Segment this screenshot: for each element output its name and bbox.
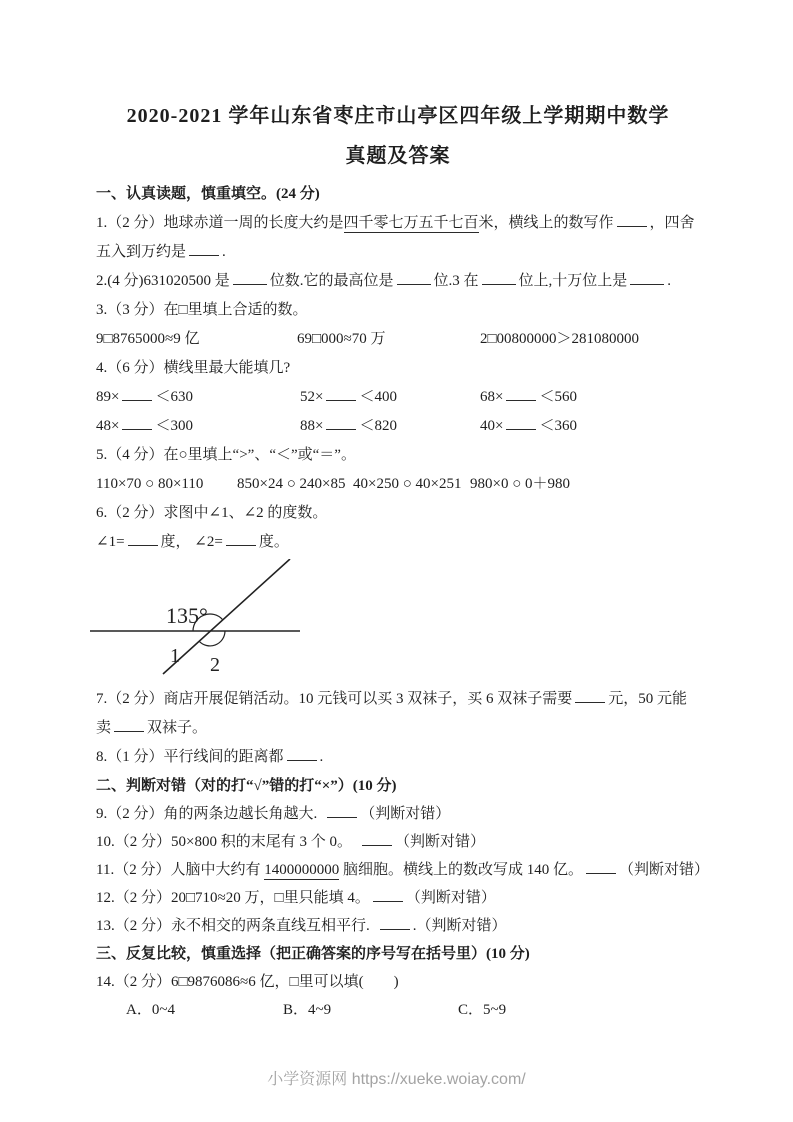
q12-text-a: 12.（2 分）20□710≈20 万，□里只能填 4。 [96,890,370,906]
q6-text-b: 度， ∠2= [160,534,223,550]
question-7-line-2 [96,714,700,743]
angle-1-label: 1 [170,645,180,667]
option-c: C．5~9 [458,1002,507,1018]
q1-text-d: 五入到万约是 [96,244,187,260]
q11-text-b: 脑细胞。横线上的数改写成 140 亿。 [339,862,583,878]
question-9 [96,800,700,828]
question-4-row-1 [96,383,700,412]
q4-post: ＜820 [359,418,397,434]
q4-post: ＜630 [155,389,193,405]
blank-line [326,415,356,430]
q4-expression [96,412,300,441]
q10-text-b: （判断对错） [394,834,485,850]
q4-expression [300,383,480,412]
q5-expression-2: 850×24 ○ 240×85 [237,476,346,492]
option-a: A．0~4 [126,1002,175,1018]
page-title-line-2: 真题及答案 [345,145,451,167]
section-1-heading: 一、认真读题，慎重填空。(24 分) [96,186,320,202]
blank-line [233,270,267,285]
q7-text-b: 元，50 元能 [608,691,688,707]
blank-line [482,270,516,285]
question-11 [96,856,709,884]
blank-line [122,415,152,430]
q1-text-c: ，四舍 [649,215,695,231]
blank-line [327,803,357,818]
q11-underlined-number: 1400000000 [264,862,340,878]
q4-expression [480,383,577,412]
blank-line [373,887,403,902]
angle-135-label: 135° [166,603,208,628]
blank-line [189,241,219,256]
question-2 [96,267,700,296]
question-14-options [96,996,700,1024]
q3-expression-1: 9□8765000≈9 亿 [96,331,200,347]
q9-text-a: 9.（2 分）角的两条边越长角越大. [96,806,318,822]
q4-pre: 88× [300,418,324,434]
question-1-line-1 [96,209,700,238]
q5-expression-4: 980×0 ○ 0＋980 [470,476,571,492]
question-3: 3.（3 分）在□里填上合适的数。 [96,302,308,318]
angle-figure-svg [90,559,305,684]
q4-pre: 52× [300,389,324,405]
q5-expression-3: 40×250 ○ 40×251 [353,476,462,492]
footer-watermark: 小学资源网 https://xueke.woiay.com/ [267,1071,526,1088]
blank-line [122,386,152,401]
q2-text-d: 位上,十万位上是 [518,273,628,289]
q13-text-a: 13.（2 分）永不相交的两条直线互相平行. [96,918,370,934]
blank-line [362,831,392,846]
blank-line [287,746,317,761]
question-5: 5.（4 分）在○里填上“>”、“＜”或“＝”。 [96,447,356,463]
blank-line [326,386,356,401]
q4-pre: 40× [480,418,504,434]
section-2-heading: 二、判断对错（对的打“√”错的打“×”）(10 分) [96,778,397,794]
q5-expression-1: 110×70 ○ 80×110 [96,476,204,492]
q4-pre: 48× [96,418,120,434]
q4-expression [480,412,577,441]
q7-text-d: 双袜子。 [147,720,208,736]
question-10 [96,828,700,856]
blank-line [397,270,431,285]
q3-expression-2: 69□000≈70 万 [297,331,386,347]
blank-line [617,212,647,227]
q4-post: ＜400 [359,389,397,405]
q4-pre: 89× [96,389,120,405]
q11-text-a: 11.（2 分）人脑中大约有 [96,862,265,878]
q12-text-b: （判断对错） [405,890,496,906]
question-13 [96,912,700,940]
blank-line [114,717,144,732]
q3-expression-3: 2□00800000＞281080000 [480,331,640,347]
q2-text-c: 位.3 在 [433,273,479,289]
angle-2-label: 2 [210,654,220,676]
blank-line [630,270,664,285]
q2-text-b: 位数.它的最高位是 [269,273,394,289]
blank-line [506,415,536,430]
q7-text-a: 7.（2 分）商店开展促销活动。10 元钱可以买 3 双袜子，买 6 双袜子需要 [96,691,573,707]
blank-line [575,688,605,703]
page-title [96,96,700,176]
section-3-heading: 三、反复比较，慎重选择（把正确答案的序号写在括号里）(10 分) [96,946,530,962]
q4-expression [300,412,480,441]
q6-text-c: 度。 [258,534,289,550]
q4-expression [96,383,300,412]
q7-text-c: 卖 [96,720,112,736]
question-14: 14.（2 分）6□9876086≈6 亿，□里可以填( ) [96,974,399,990]
q4-post: ＜560 [539,389,577,405]
question-12 [96,884,700,912]
q1-text-a: 1.（2 分）地球赤道一周的长度大约是 [96,215,344,231]
question-7-line-1 [96,685,700,714]
question-4: 4.（6 分）横线里最大能填几? [96,360,291,376]
question-4-row-2 [96,412,700,441]
blank-line [226,531,256,546]
q2-text-e: . [667,273,672,289]
q1-underlined-number: 四千零七万五千七百 [343,215,479,231]
q6-text-a: ∠1= [96,534,125,550]
q13-text-b: .（判断对错） [412,918,507,934]
page-title-line-1: 2020-2021 学年山东省枣庄市山亭区四年级上学期期中数学 [126,105,670,127]
question-3-expressions [96,325,700,354]
question-1-line-2 [96,238,700,267]
question-6-answer-line [96,528,700,557]
q9-text-b: （判断对错） [360,806,451,822]
angle-figure [96,557,700,685]
blank-line [380,915,410,930]
question-8 [96,743,700,772]
option-b: B．4~9 [283,1002,332,1018]
q4-post: ＜300 [155,418,193,434]
q4-post: ＜360 [539,418,577,434]
q8-text-b: . [319,749,324,765]
q2-text-a: 2.(4 分)631020500 是 [96,273,230,289]
q1-text-e: . [222,244,226,260]
blank-line [506,386,536,401]
question-5-expressions [96,470,700,499]
q4-pre: 68× [480,389,504,405]
q1-text-b: 米，横线上的数写作 [478,215,614,231]
blank-line [128,531,158,546]
q8-text-a: 8.（1 分）平行线间的距离都 [96,749,284,765]
blank-line [586,859,616,874]
q11-text-c: （判断对错） [618,862,709,878]
document-content [96,96,709,1024]
q10-text-a: 10.（2 分）50×800 积的末尾有 3 个 0。 [96,834,352,850]
question-6: 6.（2 分）求图中∠1、∠2 的度数。 [96,505,328,521]
